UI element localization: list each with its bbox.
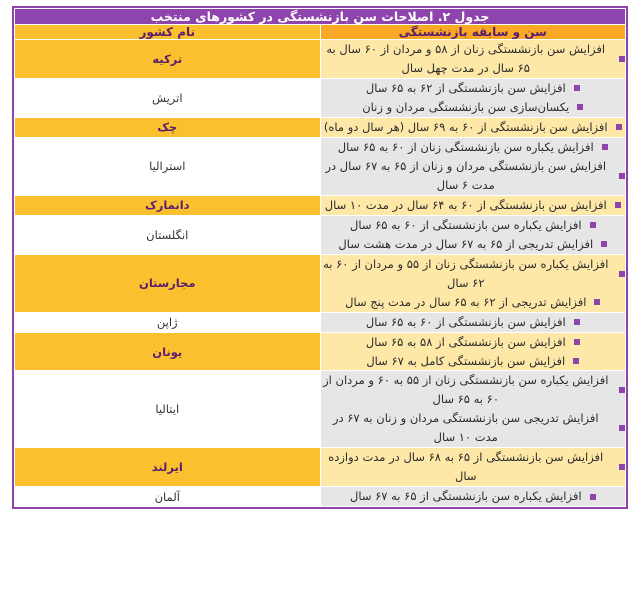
detail-line: افزایش سن بازنشستگی زنان از ۵۸ و مردان از ۶۰ سال به ۶۵ سال در مدت چهل سال (321, 40, 626, 78)
table-row (15, 78, 626, 117)
details-list (321, 79, 626, 117)
details-list (321, 138, 626, 195)
table-row (15, 215, 626, 254)
row-details (320, 332, 626, 371)
row-country: اتریش (15, 78, 321, 117)
detail-line: افزایش سن بازنشستگی کامل به ۶۷ سال (366, 352, 579, 371)
row-details (320, 40, 626, 79)
detail-line: افزایش تدریجی از ۶۲ به ۶۵ سال در مدت پنج سال (345, 293, 600, 312)
row-country: ایتالیا (15, 371, 321, 448)
row-details (320, 215, 626, 254)
table-row (15, 117, 626, 137)
detail-line: افزایش یکباره سن بازنشستگی زنان از ۶۰ به ۶۵ سال (338, 138, 608, 157)
details-list (321, 371, 626, 447)
detail-line: افزایش یکباره سن بازنشستگی زنان از ۵۵ و مردان از ۶۰ به ۶۲ سال (321, 255, 626, 293)
table-row (15, 195, 626, 215)
details-list (321, 487, 626, 506)
row-details (320, 312, 626, 332)
pension-reform-table (14, 8, 626, 507)
details-list (321, 196, 626, 215)
row-country: دانمارک (15, 195, 321, 215)
row-details (320, 254, 626, 312)
details-list (321, 448, 626, 486)
row-details (320, 78, 626, 117)
row-country: چک (15, 117, 321, 137)
row-country: ایرلند (15, 448, 321, 487)
detail-line: افزایش سن بازنشستگی از ۶۲ به ۶۵ سال (366, 79, 580, 98)
details-list (321, 313, 626, 332)
column-header-country: نام کشور (15, 25, 321, 40)
detail-line: افزایش سن بازنشستگی از ۶۰ به ۶۵ سال (366, 313, 580, 332)
row-country: ترکیه (15, 40, 321, 79)
table-row (15, 371, 626, 448)
detail-line: افزایش یکباره سن بازنشستگی از ۶۰ به ۶۵ سال (350, 216, 596, 235)
table-header-row (15, 25, 626, 40)
table-row (15, 312, 626, 332)
detail-line: افزایش سن بازنشستگی از ۵۸ به ۶۵ سال (366, 333, 580, 352)
table-row (15, 137, 626, 195)
details-list (321, 40, 626, 78)
detail-line: افزایش یکباره سن بازنشستگی زنان از ۵۵ به ۶۰ و مردان از ۶۰ به ۶۵ سال (321, 371, 626, 409)
row-details (320, 117, 626, 137)
pension-reform-table-container (12, 6, 628, 509)
detail-line: افزایش سن بازنشستگی از ۶۰ به ۶۹ سال (هر سال دو ماه) (324, 118, 622, 137)
detail-line: افزایش سن بازنشستگی از ۶۵ به ۶۸ سال در مدت دوازده سال (321, 448, 626, 486)
table-title: جدول ۲. اصلاحات سن بازنشستگی در کشورهای منتخب (15, 9, 626, 25)
row-details (320, 448, 626, 487)
detail-line: افزایش سن بازنشستگی مردان و زنان از ۶۵ به ۶۷ سال در مدت ۶ سال (321, 157, 626, 195)
row-country: آلمان (15, 487, 321, 507)
details-list (321, 216, 626, 254)
row-details (320, 195, 626, 215)
row-details (320, 137, 626, 195)
details-list (321, 118, 626, 137)
row-details (320, 487, 626, 507)
row-country: مجارستان (15, 254, 321, 312)
document-page (0, 6, 640, 610)
column-header-details: سن و سابقه بازنشستگی (320, 25, 626, 40)
table-row (15, 332, 626, 371)
detail-line: افزایش تدریجی سن بازنشستگی مردان و زنان به ۶۷ در مدت ۱۰ سال (321, 409, 626, 447)
detail-line: یکسان‌سازی سن بازنشستگی مردان و زنان (362, 98, 583, 117)
row-country: ژاپن (15, 312, 321, 332)
table-row (15, 448, 626, 487)
detail-line: افزایش سن بازنشستگی از ۶۰ به ۶۴ سال در مدت ۱۰ سال (325, 196, 621, 215)
row-details (320, 371, 626, 448)
table-row (15, 40, 626, 79)
table-row (15, 487, 626, 507)
row-country: استرالیا (15, 137, 321, 195)
row-country: یونان (15, 332, 321, 371)
detail-line: افزایش تدریجی از ۶۵ به ۶۷ سال در مدت هشت سال (338, 235, 607, 254)
row-country: انگلستان (15, 215, 321, 254)
details-list (321, 255, 626, 312)
table-row (15, 254, 626, 312)
detail-line: افزایش یکباره سن بازنشستگی از ۶۵ به ۶۷ سال (350, 487, 596, 506)
table-body (15, 9, 626, 507)
table-title-row (15, 9, 626, 25)
details-list (321, 333, 626, 371)
